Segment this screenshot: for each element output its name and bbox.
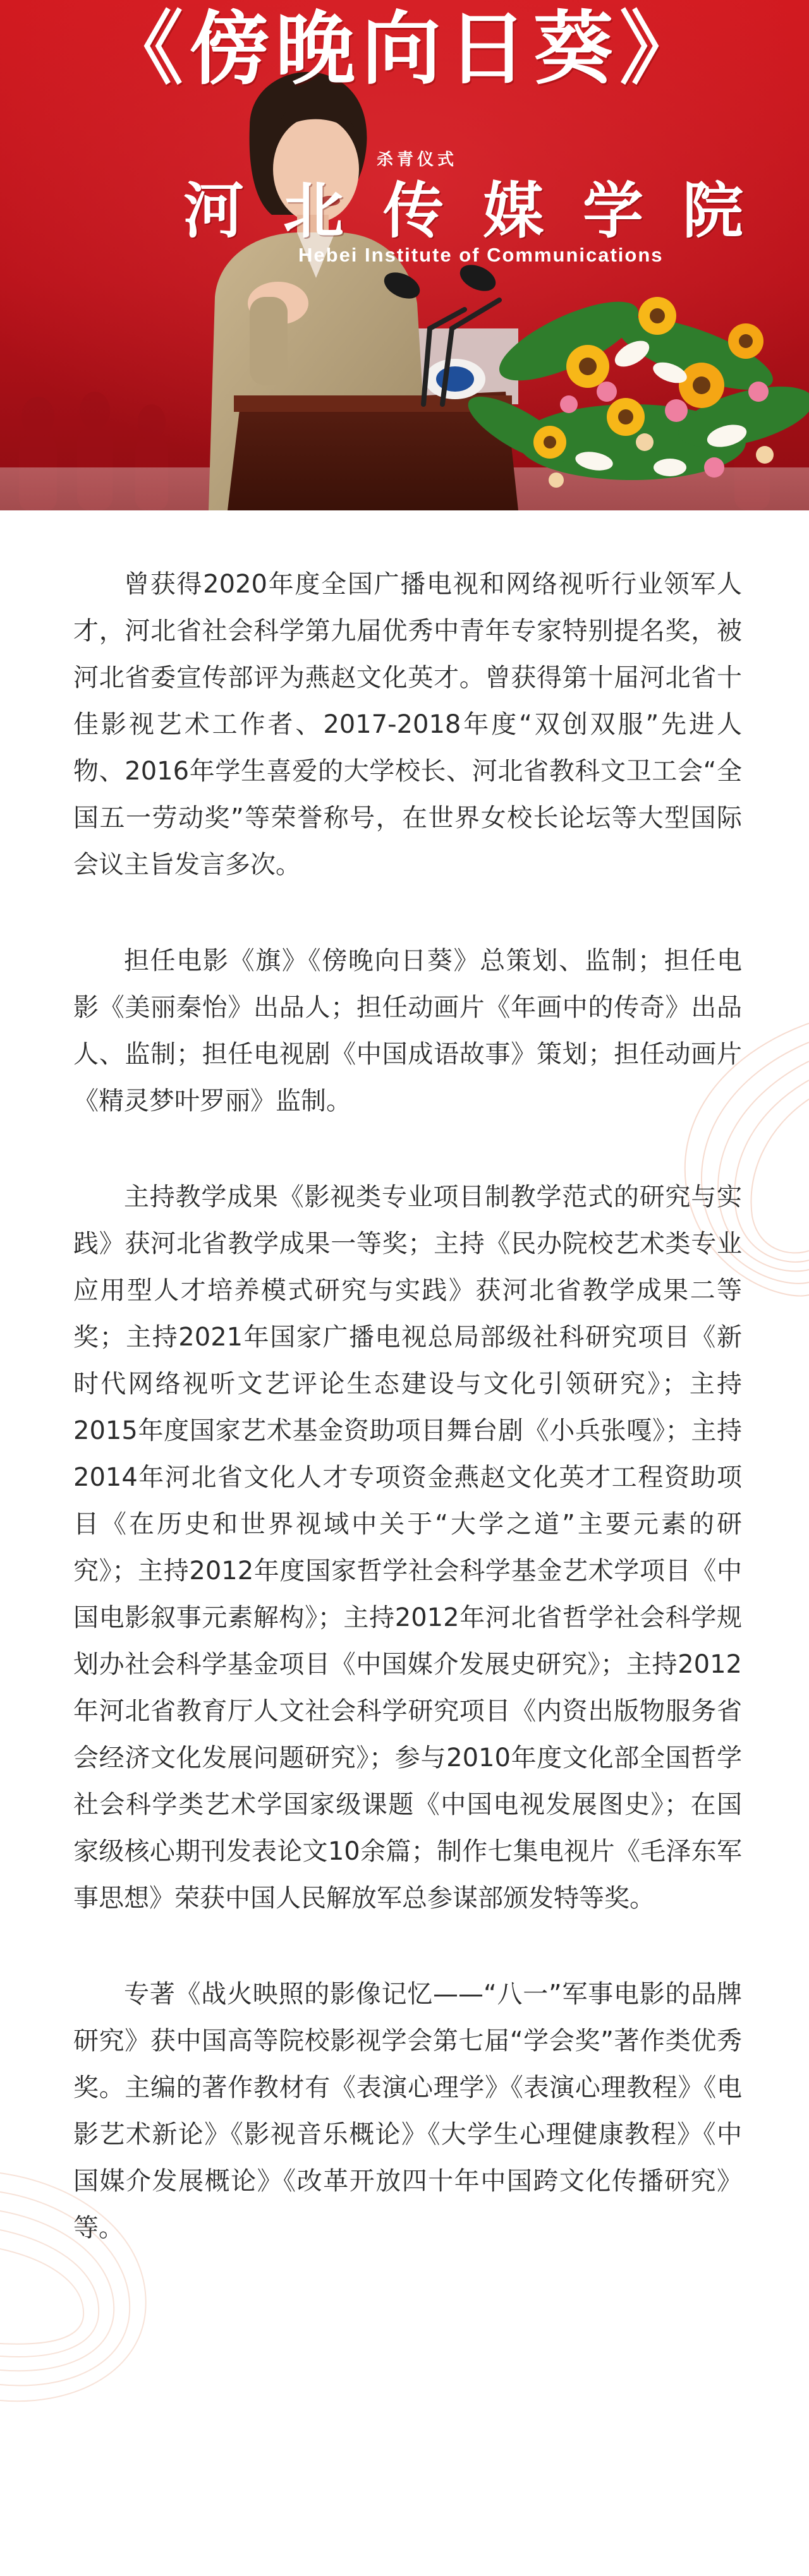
paragraph-research-projects: 主持教学成果《影视类专业项目制教学范式的研究与实践》获河北省教学成果一等奖；主持《民办院校艺术类专业应用型人才培养模式研究与实践》获河北省教学成果二等奖；主持2021年国家广播电视总局部级社科研究项目《新时代网络视听文艺评论生态建设与文化引领研究》；主持2015年度国家艺术基金资助项目舞台剧《小兵张嘎》；主持2014年河北省文化人才专项资金燕赵文化英才工程资助项目《在历史和世界视域中关于“大学之道”主要元素的研究》；主持2012年度国家哲学社会科学基金艺术学项目《中国电影叙事元素解构》；主持2012年河北省哲学社会科学规划办社会科学基金项目《中国媒介发展史研究》；主持2012年河北省教育厅人文社会科学研究项目《内资出版物服务省会经济文化发展问题研究》；参与2010年度文化部全国哲学社会科学类艺术学国家级课题《中国电视发展图史》；在国家级核心期刊发表论文10余篇；制作七集电视片《毛泽东军事思想》荣获中国人民解放军总参谋部颁发特等奖。 [73,1183,742,1913]
college-name-cn: 河北传媒学院 [183,175,782,246]
biography-content [73,561,742,2301]
hero-photo [0,0,809,510]
banner-title: 《傍晚向日葵》 [104,2,705,95]
ceremony-text: 杀青仪式 [377,150,458,169]
paragraph-film-works: 担任电影《旗》《傍晚向日葵》总策划、监制；担任电影《美丽秦怡》出品人；担任动画片《年画中的传奇》出品人、监制；担任电视剧《中国成语故事》策划；担任动画片《精灵梦叶罗丽》监制。 [73,946,742,1116]
paragraph-honors: 曾获得2020年度全国广播电视和网络视听行业领军人才，河北省社会科学第九届优秀中青年专家特别提名奖，被河北省委宣传部评为燕赵文化英才。曾获得第十届河北省十佳影视艺术工作者、2017-2018年度“双创双服”先进人物、2016年学生喜爱的大学校长、河北省教科文卫工会“全国五一劳动奖”等荣誉称号，在世界女校长论坛等大型国际会议主旨发言多次。 [73,570,742,879]
college-name-en: Hebei Institute of Communications [298,244,664,266]
paragraph-publications: 专著《战火映照的影像记忆——“八一”军事电影的品牌研究》获中国高等院校影视学会第七届“学会奖”著作类优秀奖。主编的著作教材有《表演心理学》《表演心理教程》《电影艺术新论》《影视音乐概论》《大学生心理健康教程》《中国媒介发展概论》《改革开放四十年中国跨文化传播研究》等。 [73,1980,742,2242]
